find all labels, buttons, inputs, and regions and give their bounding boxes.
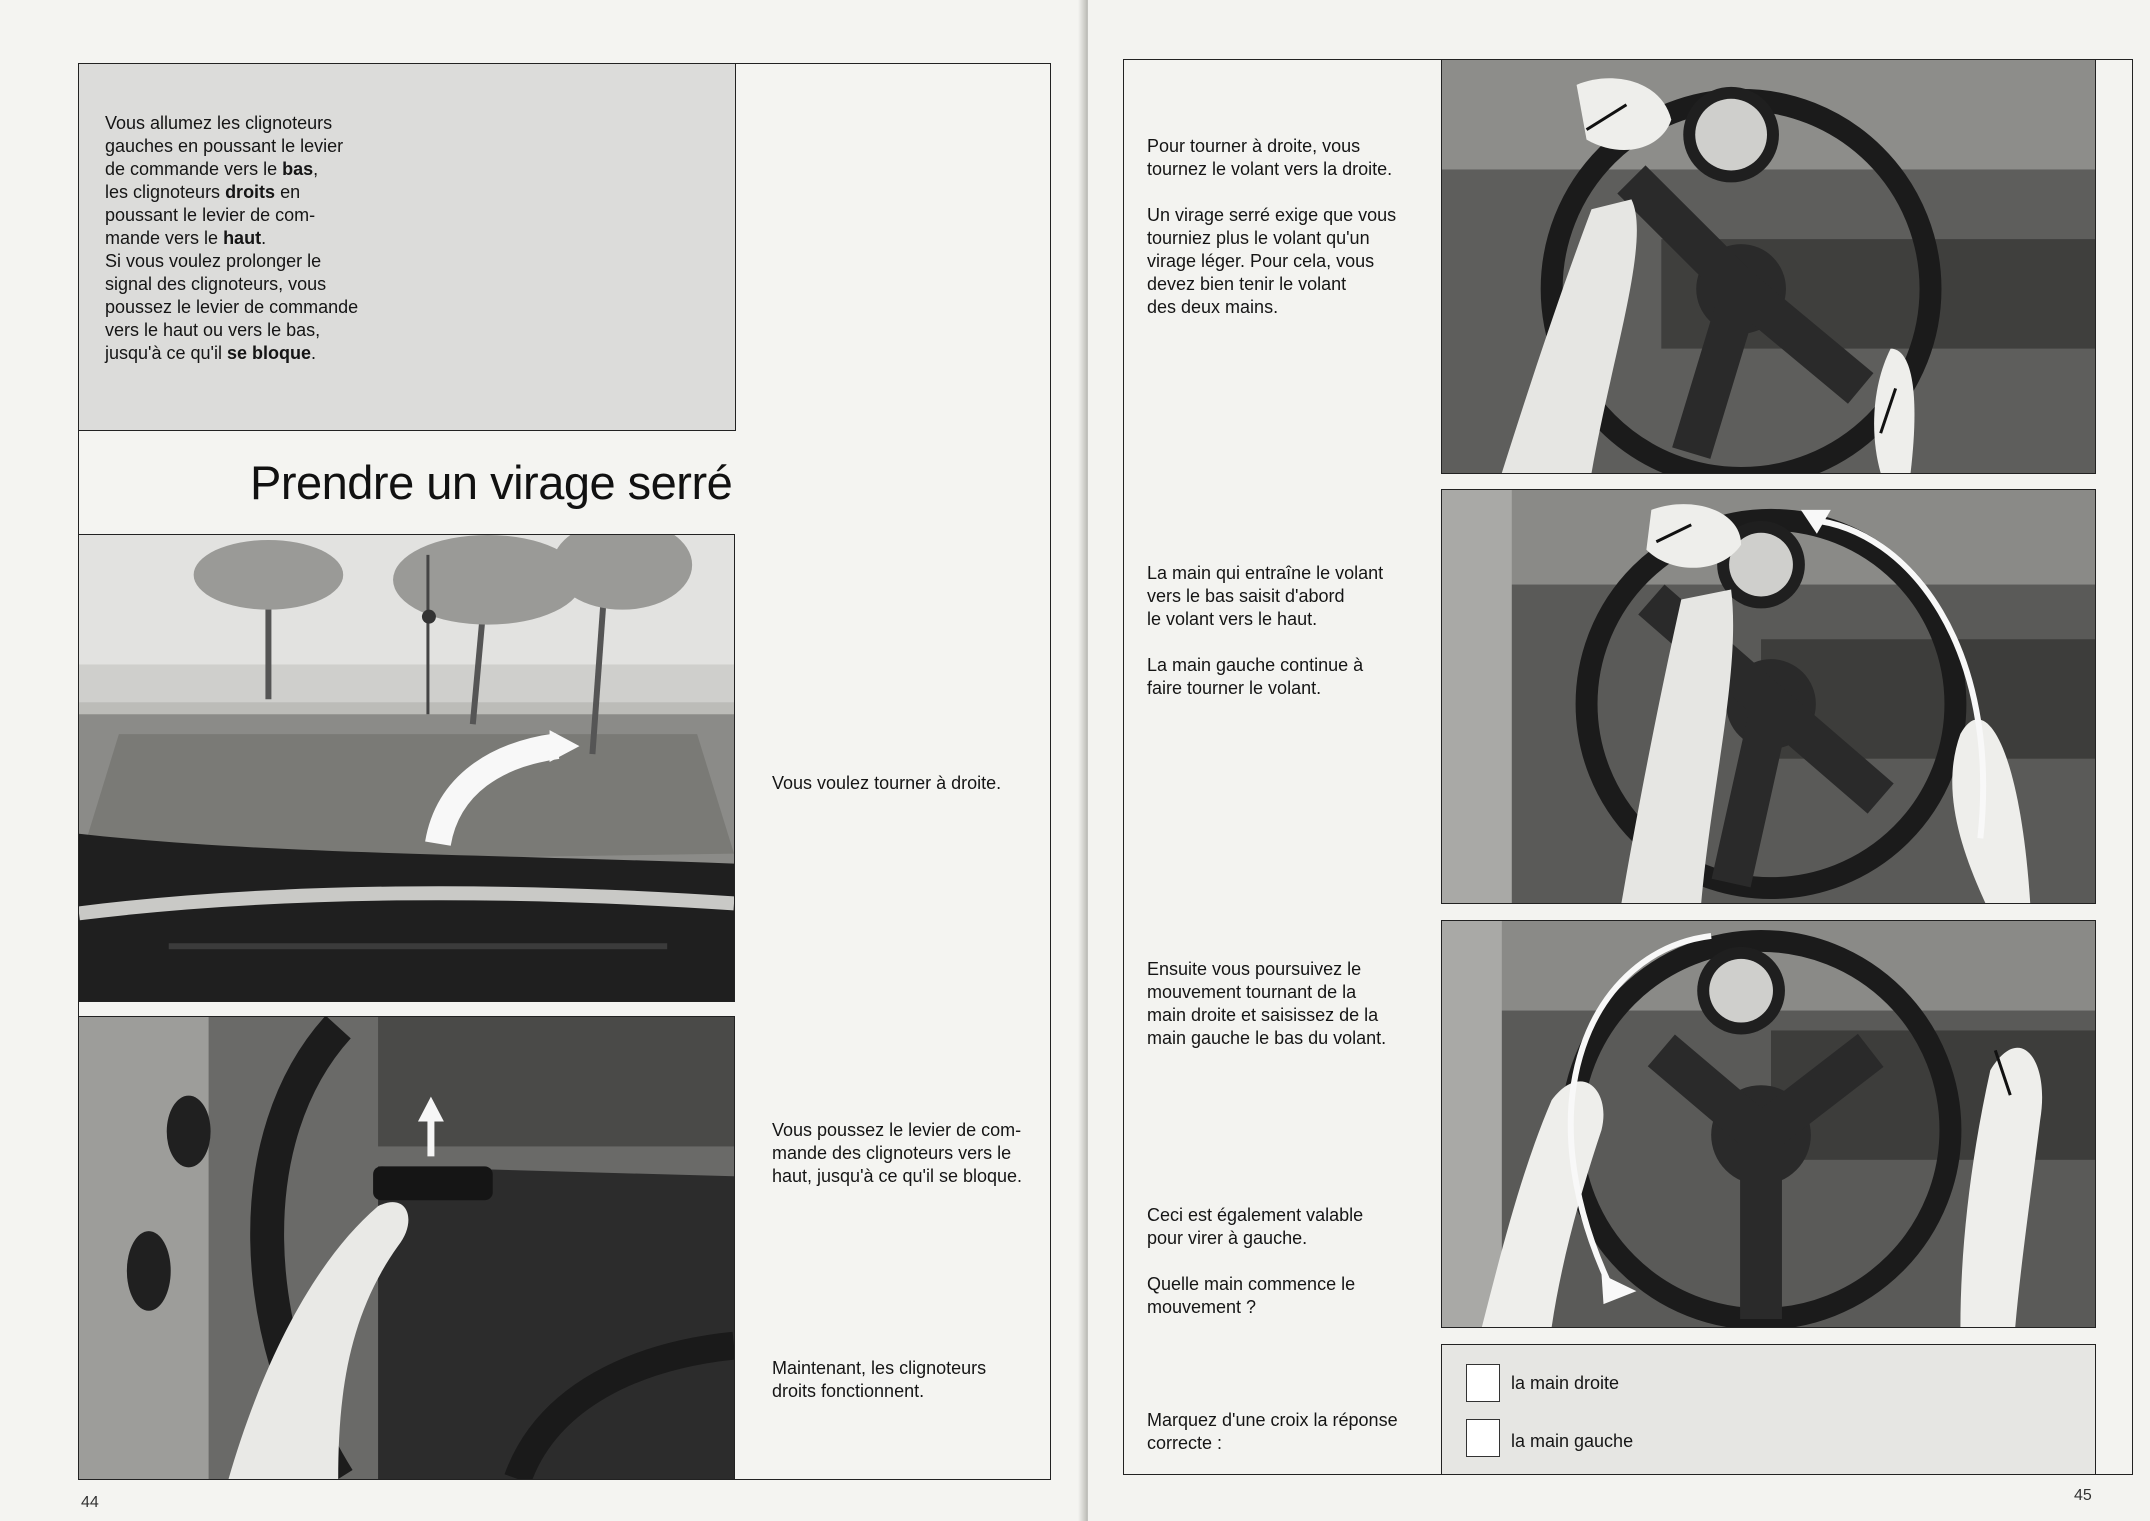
- instruction-text-1: Pour tourner à droite, vous tournez le volant vers la droite. Un virage serré exige que vous tourniez plus le volant qu'un virage léger. Pour cela, vous devez bien tenir le volant des deux mains.: [1147, 136, 1397, 317]
- intro-line: signal des clignoteurs, vous: [105, 274, 327, 294]
- steering-photo-3: [1441, 920, 2096, 1328]
- intro-line: vers le haut ou vers le bas,: [105, 320, 321, 340]
- turn-signal-intro-text: [105, 112, 358, 365]
- steering-photo-2: [1441, 489, 2096, 904]
- intro-line: Si vous voulez prolonger le: [105, 251, 322, 271]
- intro-line: Vous allumez les clignoteurs: [105, 113, 333, 133]
- answer-panel: [1441, 1344, 2096, 1475]
- instruction-text-2: La main qui entraîne le volant vers le bas saisit d'abord le volant vers le haut. La main gauche continue à faire tourner le volant.: [1147, 563, 1384, 698]
- checkbox-main-droite[interactable]: [1466, 1364, 1500, 1402]
- answer-instruction: Marquez d'une croix la réponse correcte :: [1147, 1410, 1398, 1453]
- page-number-right: 45: [2074, 1487, 2092, 1504]
- street-turn-photo: [78, 534, 735, 1002]
- intro-line: poussez le levier de commande: [105, 297, 359, 317]
- intro-line: gauches en poussant le levier: [105, 136, 344, 156]
- option-label-main-gauche: la main gauche: [1511, 1431, 1634, 1451]
- intro-line: les clignoteurs droits en: [105, 182, 301, 202]
- steering-photo-1: [1441, 59, 2096, 474]
- caption-turn-right: Vous voulez tourner à droite.: [772, 773, 1002, 793]
- section-title: Prendre un virage serré: [250, 456, 733, 509]
- instruction-text-3: Ensuite vous poursuivez le mouvement tournant de la main droite et saisissez de la main gauche le bas du volant.: [1147, 959, 1387, 1048]
- turn-signal-lever-photo: [78, 1016, 735, 1480]
- right-page: [1088, 0, 2150, 1521]
- caption-push-lever: Vous poussez le levier de com- mande des clignoteurs vers le haut, jusqu'à ce qu'il se bloque.: [772, 1120, 1023, 1186]
- intro-line: de commande vers le bas,: [105, 159, 319, 179]
- page-number-left: 44: [81, 1494, 99, 1511]
- intro-line: poussant le levier de com-: [105, 205, 316, 225]
- intro-line: jusqu'à ce qu'il se bloque.: [105, 343, 316, 363]
- option-label-main-droite: la main droite: [1511, 1373, 1620, 1393]
- caption-signals-on: Maintenant, les clignoteurs droits fonctionnent.: [772, 1358, 987, 1401]
- intro-line: mande vers le haut.: [105, 228, 267, 248]
- checkbox-main-gauche[interactable]: [1466, 1419, 1500, 1457]
- question-text: Ceci est également valable pour virer à gauche. Quelle main commence le mouvement ?: [1147, 1205, 1364, 1317]
